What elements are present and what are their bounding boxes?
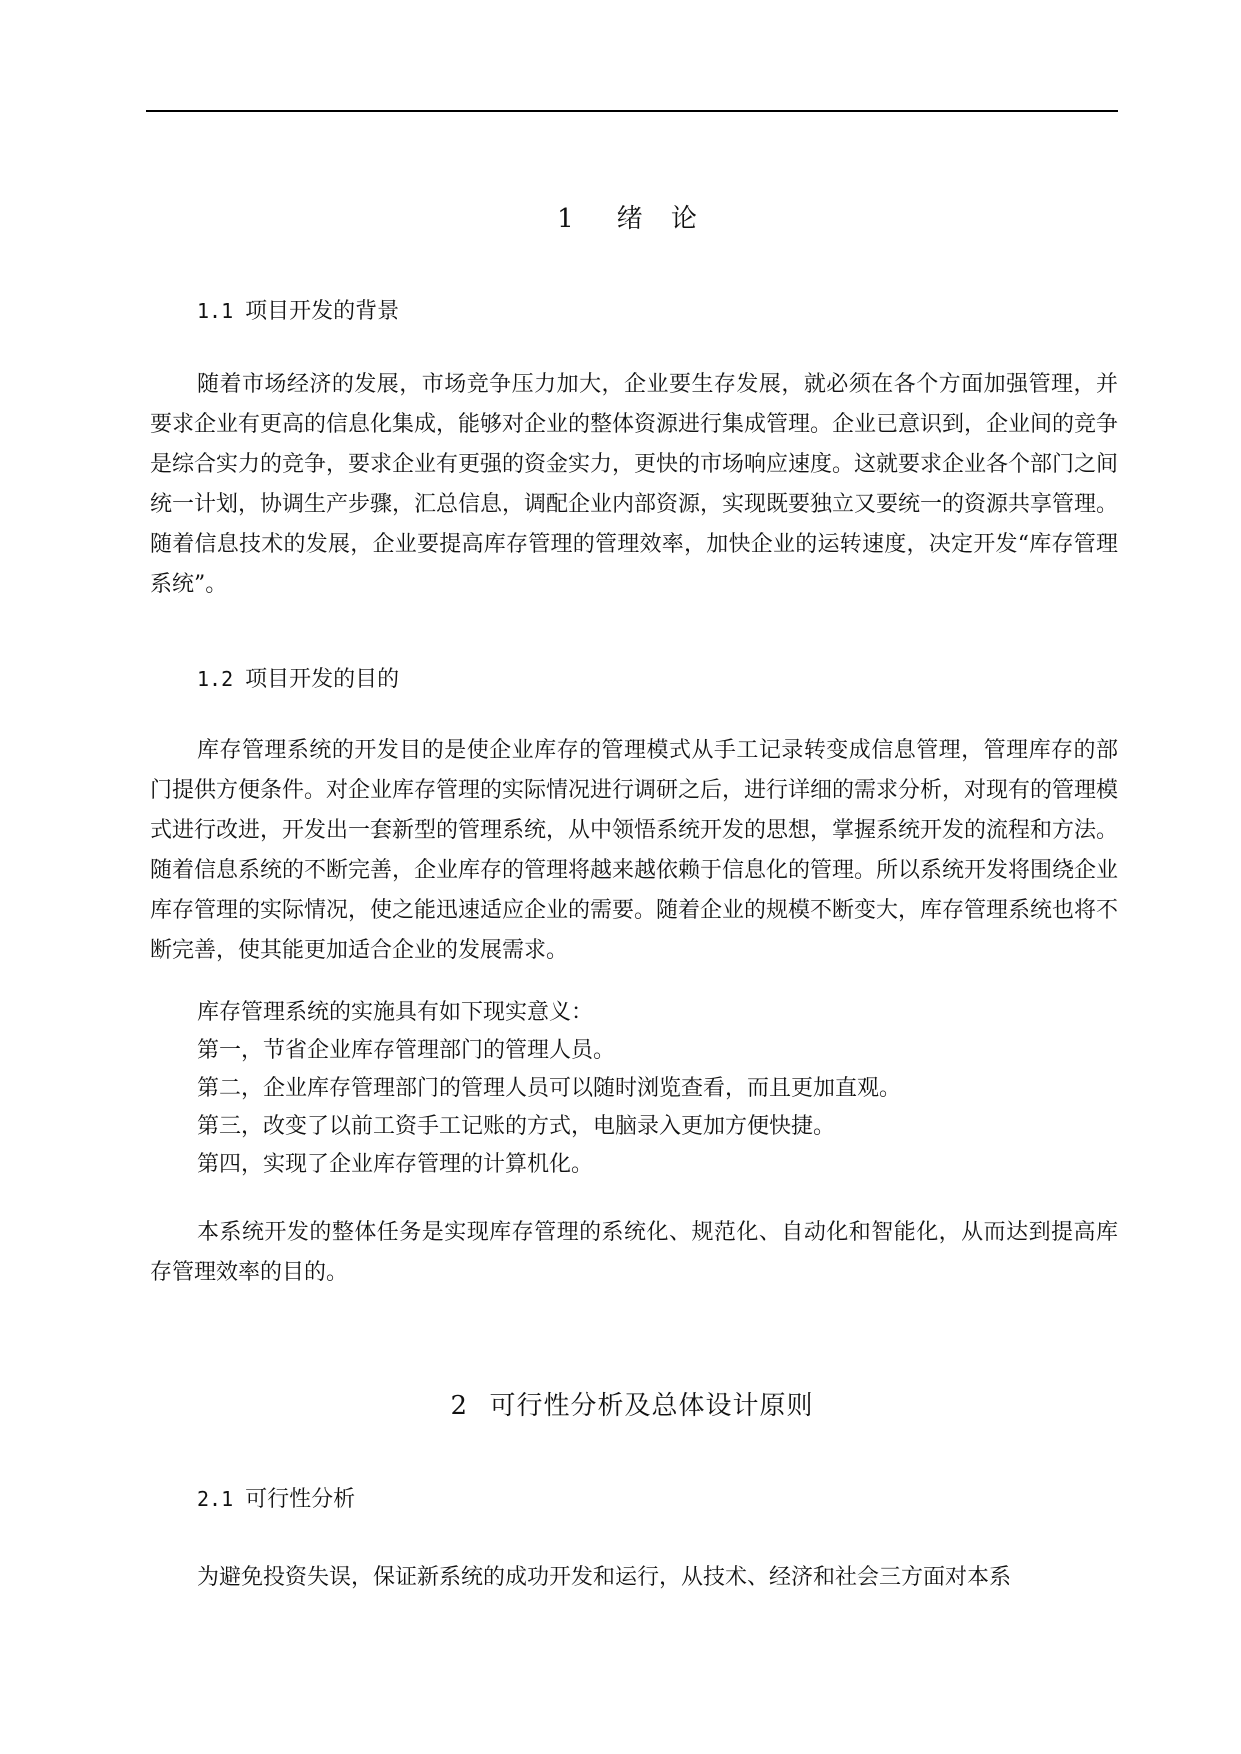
chapter-1-title — [146, 198, 1118, 235]
chapter-1-number: 1 — [557, 204, 576, 234]
section-2-1-paragraph: 为避免投资失误，保证新系统的成功开发和运行，从技术、经济和社会三方面对本系 — [197, 1565, 1012, 1590]
significance-item-2: 第二，企业库存管理部门的管理人员可以随时浏览查看，而且更加直观。 — [197, 1076, 902, 1101]
significance-item-1: 第一，节省企业库存管理部门的管理人员。 — [197, 1038, 616, 1063]
section-1-1-heading — [197, 294, 399, 325]
section-2-1-heading — [197, 1482, 355, 1513]
chapter-1-text: 绪 论 — [616, 204, 707, 234]
section-2-1-number: 2.1 — [197, 1487, 234, 1511]
chapter-2-number: 2 — [450, 1391, 469, 1421]
section-2-1-title: 可行性分析 — [245, 1487, 356, 1512]
section-1-2-title: 项目开发的目的 — [245, 667, 400, 692]
significance-item-3: 第三，改变了以前工资手工记账的方式，电脑录入更加方便快捷。 — [197, 1114, 836, 1139]
header-rule — [146, 110, 1118, 112]
section-1-1-paragraph: 随着市场经济的发展，市场竞争压力加大，企业要生存发展，就必须在各个方面加强管理，并要求企业有更高的信息化集成，能够对企业的整体资源进行集成管理。企业已意识到，企业间的竞争是综合实力的竞争，要求企业有更强的资金实力，更快的市场响应速度。这就要求企业各个部门之间统一计划，协调生产步骤，汇总信息，调配企业内部资源，实现既要独立又要统一的资源共享管理。随着信息技术的发展，企业要提高库存管理的管理效率，加快企业的运转速度，决定开发“库存管理系统”。 — [150, 372, 1119, 597]
significance-intro: 库存管理系统的实施具有如下现实意义： — [197, 1000, 594, 1025]
significance-item-4: 第四，实现了企业库存管理的计算机化。 — [197, 1152, 594, 1177]
section-1-2-summary: 本系统开发的整体任务是实现库存管理的系统化、规范化、自动化和智能化，从而达到提高库存管理效率的目的。 — [150, 1220, 1118, 1285]
chapter-2-title — [146, 1385, 1118, 1422]
section-1-2-number: 1.2 — [197, 667, 234, 691]
section-1-1-title: 项目开发的背景 — [245, 299, 400, 324]
section-1-2-heading — [197, 662, 399, 693]
chapter-2-text: 可行性分析及总体设计原则 — [489, 1391, 814, 1421]
section-1-1-number: 1.1 — [197, 299, 234, 323]
section-1-2-paragraph: 库存管理系统的开发目的是使企业库存的管理模式从手工记录转变成信息管理，管理库存的部门提供方便条件。对企业库存管理的实际情况进行调研之后，进行详细的需求分析，对现有的管理模式进行改进，开发出一套新型的管理系统，从中领悟系统开发的思想，掌握系统开发的流程和方法。随着信息系统的不断完善，企业库存的管理将越来越依赖于信息化的管理。所以系统开发将围绕企业库存管理的实际情况，使之能迅速适应企业的需要。随着企业的规模不断变大，库存管理系统也将不断完善，使其能更加适合企业的发展需求。 — [150, 738, 1119, 963]
